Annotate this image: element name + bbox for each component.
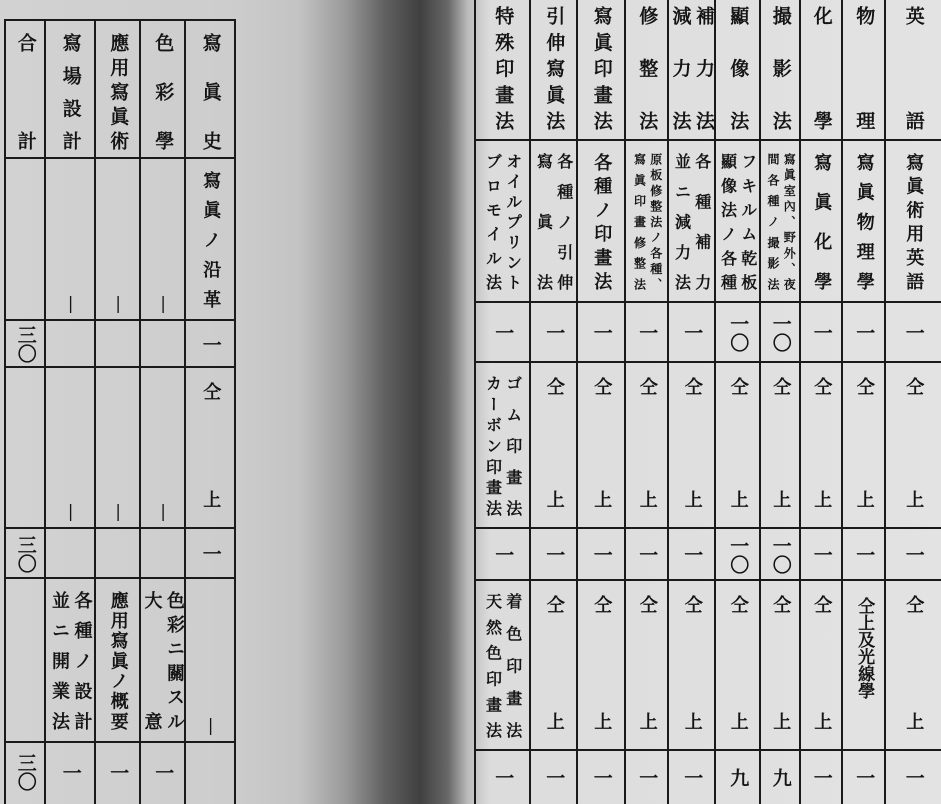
table-cell-content [761,141,800,302]
header-label: 色彩學 [152,33,175,150]
cell-text-block [484,375,522,516]
table-cell-ditto [186,579,235,742]
cell-text-column: ブロモイル法 [483,153,503,290]
cell-text: 應用寫眞ノ概要 [107,591,129,730]
table-cell-same-as-above [669,363,715,528]
cell-text-column: 着色印畫法 [503,593,523,738]
hours-value: 一 [107,762,130,782]
header-special-printing [476,0,530,140]
hours-value: 一 [543,768,566,787]
header-photo-history [186,21,235,158]
hours-value: 一 [853,545,876,564]
table-cell-content [96,579,140,742]
table-cell-same-as-above [531,581,577,750]
hours-cell [801,303,842,362]
hours-value: 一〇 [769,313,792,352]
hours-total [6,743,45,801]
hours-cell [186,529,235,578]
header-label: 寫眞印畫法 [590,6,613,130]
header-enlargement [531,0,577,140]
cell-text-block [484,593,522,738]
hours-total [6,321,45,367]
hours-value: 一 [152,762,175,782]
cell-text: 各種ノ印畫法 [591,153,613,290]
hours-value: 一 [636,545,659,564]
table-cell-same-as-above [578,363,625,528]
hours-value: 九 [727,768,750,787]
cell-text-column: 並ニ開業法 [49,591,70,730]
table-cell-ditto [96,368,140,528]
table-cell-content [186,368,235,528]
hours-cell [669,303,715,362]
ditto-mark: | [60,502,81,522]
header-label: 寫眞史 [199,33,222,150]
table-cell-content [141,579,185,742]
table-cell-same-as-above [761,581,800,750]
header-applied-photography [96,21,140,158]
hours-cell [801,751,842,804]
cell-text: 寫眞物理學 [853,153,875,290]
hours-value: 一 [681,545,704,564]
hours-cell [578,751,625,804]
hours-value: 九 [769,768,792,787]
hours-cell [578,303,625,362]
cell-text-column: 原板修整法ノ各種、 [648,153,663,290]
hours-cell [476,303,530,362]
table-cell-content [531,141,577,302]
hours-value: 一 [902,768,925,787]
hours-cell [476,529,530,580]
hours-cell [761,529,800,580]
cell-text-block [535,153,573,290]
hours-value: 一 [810,323,833,342]
header-label: 物理 [853,6,876,130]
table-cell-content [578,141,625,302]
table-cell-content [46,579,95,742]
header-label-column: 減力法 [669,6,692,130]
table-cell-content [186,159,235,320]
hours-cell [843,751,885,804]
hours-value: 一 [810,768,833,787]
hours-value: 三〇 [14,753,37,791]
cell-text-column: 並ニ減力法 [672,153,692,290]
header-color-science [141,21,185,158]
header-label: 特殊印畫法 [492,6,515,130]
hours-cell [886,529,941,580]
table-cell-same-as-above [886,363,941,528]
cell-text: 仝上 [727,377,749,508]
cell-text: 仝上 [903,377,925,508]
hours-value: 一 [492,545,515,564]
table-cell-content [476,581,530,750]
cell-text: 仝上 [636,595,658,730]
hours-cell [801,529,842,580]
hours-cell [626,751,668,804]
hours-cell [886,303,941,362]
cell-text-block [673,153,711,290]
hours-value: 一〇 [727,535,750,574]
ditto-mark: | [108,294,129,314]
header-label: 顯像法 [727,6,750,130]
table-cell-same-as-above [669,581,715,750]
table-cell-content [843,141,885,302]
table-cell-content [626,141,668,302]
hours-cell [186,321,235,367]
hours-cell [843,303,885,362]
hours-cell [96,743,140,801]
hours-value: 一 [681,768,704,787]
header-english [886,0,941,140]
cell-text: 寫眞術用英語 [903,153,925,290]
table-cell-content [843,581,885,750]
ditto-mark: | [200,716,221,736]
cell-text: 仝上 [903,595,925,730]
table-cell-content [476,141,530,302]
cell-text-column: 寫眞法 [534,153,554,290]
ditto-mark: | [153,502,174,522]
ditto-mark: | [153,294,174,314]
header-label: 修整法 [636,6,659,130]
header-studio-design [46,21,95,158]
hours-value: 一 [492,768,515,787]
cell-text-column: カーボン印畫法 [483,375,503,516]
hours-cell [669,751,715,804]
hours-value: 一 [636,323,659,342]
hours-cell [761,751,800,804]
hours-value: 一 [636,768,659,787]
hours-cell [531,303,577,362]
table-cell-same-as-above [626,363,668,528]
hours-total [6,529,45,578]
header-reduction-intensification [669,0,715,140]
cell-text-column: 寫眞印畫修整法 [632,153,647,290]
ditto-mark: | [60,294,81,314]
hours-cell [531,529,577,580]
header-label: 化學 [810,6,833,130]
header-total [6,21,45,158]
cell-text: 仝上 [811,377,833,508]
cell-text: 仝上 [200,382,222,508]
cell-text-block [766,153,795,290]
table-cell-same-as-above [626,581,668,750]
table-cell-same-as-above [578,581,625,750]
hours-value: 一 [492,323,515,342]
cell-text-block [142,591,184,730]
hours-cell [476,751,530,804]
ditto-mark: | [108,502,129,522]
cell-text-column: 天然色印畫法 [483,593,503,738]
cell-text-column: オイルプリント [503,153,523,290]
hours-cell [761,303,800,362]
table-cell-content [476,363,530,528]
cell-text: 仝上 [770,377,792,508]
cell-text: 仝上 [543,377,565,508]
table-cell-same-as-above [531,363,577,528]
hours-cell [626,303,668,362]
table-cell-content [669,141,715,302]
header-photo-printing [578,0,625,140]
table-cell-same-as-above [801,581,842,750]
cell-text-block [719,153,757,290]
table-cell-ditto [141,159,185,320]
table-cell-same-as-above [801,363,842,528]
hours-value: 一 [853,768,876,787]
hours-cell [669,529,715,580]
table-cell-content [801,141,842,302]
hours-value: 一〇 [769,535,792,574]
table-cell-same-as-above [716,363,760,528]
header-retouching [626,0,668,140]
header-label: 合計 [14,33,37,150]
cell-text-column: フキルム乾板 [738,153,758,290]
header-chemistry [801,0,842,140]
table-cell-ditto [96,159,140,320]
cell-text-column: ゴム印畫法 [503,375,523,516]
header-label: 引伸寫眞法 [543,6,566,130]
hours-value: 一 [590,768,613,787]
hours-value: 一 [902,545,925,564]
hours-value: 一 [543,545,566,564]
cell-text-column: 各種ノ引伸 [554,153,574,290]
hours-cell [716,751,760,804]
hours-value: 一 [902,323,925,342]
table-cell-same-as-above [843,363,885,528]
cell-text-column: 大意 [141,591,163,730]
hours-value: 一 [681,323,704,342]
cell-text-block [632,153,661,290]
table-cell-same-as-above [716,581,760,750]
hours-value: 一 [590,323,613,342]
cell-text: 仝上 [853,377,875,508]
cell-text: 寫眞化學 [811,153,833,290]
table-cell-ditto [46,368,95,528]
hours-value: 一 [590,545,613,564]
header-photography [761,0,800,140]
cell-text: 仝上及光線學 [854,597,875,699]
cell-text-block [484,153,522,290]
hours-value: 一 [853,323,876,342]
cell-text: 仝上 [681,377,703,508]
header-development [716,0,760,140]
header-label: 寫場設計 [59,33,82,150]
cell-text-column: 寫眞室內、野外、夜 [782,153,797,290]
hours-value: 一 [199,334,222,354]
hours-value: 三〇 [14,534,37,573]
header-label: 英語 [902,6,925,130]
header-label-column: 補力法 [693,6,716,130]
cell-text: 仝上 [543,595,565,730]
header-label: 撮影法 [769,6,792,130]
hours-value: 一 [199,544,222,563]
cell-text-column: 顯像法ノ各種 [718,153,738,290]
hours-value: 一 [810,545,833,564]
cell-text: 仝上 [727,595,749,730]
hours-cell [626,529,668,580]
hours-cell [716,529,760,580]
cell-text-block [50,591,92,730]
cell-text: 仝上 [591,595,613,730]
cell-text: 仝上 [591,377,613,508]
table-cell-same-as-above [761,363,800,528]
hours-value: 一〇 [727,313,750,352]
hours-value: 三〇 [14,325,37,363]
hours-cell [531,751,577,804]
hours-cell [716,303,760,362]
hours-cell [843,529,885,580]
header-label-block [670,6,714,130]
cell-text-column: 各種補力 [692,153,712,290]
cell-text: 仝上 [770,595,792,730]
cell-text: 仝上 [811,595,833,730]
table-cell-same-as-above [886,581,941,750]
table-cell-ditto [141,368,185,528]
cell-text-column: 各種ノ設計 [71,591,93,730]
cell-text: 仝上 [681,595,703,730]
hours-value: 一 [543,323,566,342]
table-cell-content [886,141,941,302]
hours-cell [886,751,941,804]
cell-text: 寫眞ノ沿革 [200,171,222,308]
hours-value: 一 [59,762,82,782]
hours-cell [46,743,95,801]
cell-text-column: 色彩ニ關スル [163,591,185,730]
table-cell-content [716,141,760,302]
table-cell-ditto [46,159,95,320]
cell-text-column: 間各種ノ撮影法 [766,153,780,290]
hours-cell [141,743,185,801]
header-physics [843,0,885,140]
cell-text: 仝上 [636,377,658,508]
hours-cell [578,529,625,580]
header-label: 應用寫眞術 [107,33,130,150]
